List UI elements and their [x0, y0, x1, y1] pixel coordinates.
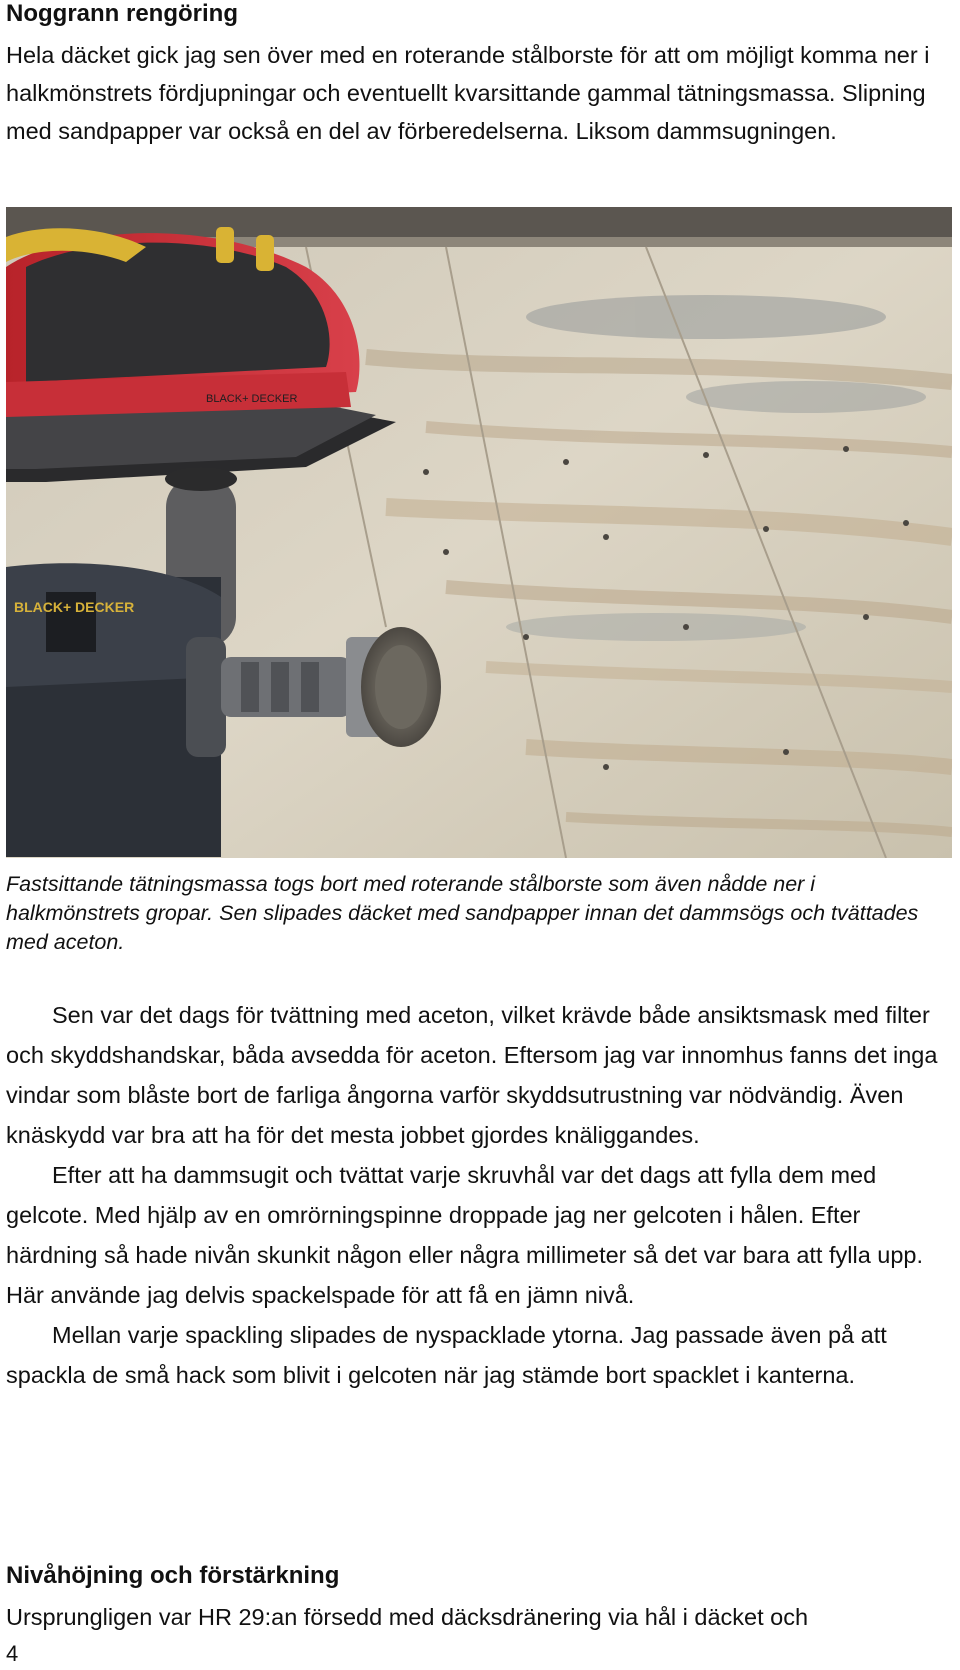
- section-heading-level-raising: Nivåhöjning och förstärkning: [6, 1562, 340, 1589]
- deck-photo: [6, 207, 952, 858]
- figure-caption: Fastsittande tätningsmassa togs bort med roterande stålborste som även nådde ner i halkmönstrets gropar. Sen slipades däcket med sandpapper innan det dammsögs och tvättades med aceton.: [6, 872, 919, 954]
- body-paragraph: Efter att ha dammsugit och tvättat varje skruvhål var det dags att fylla dem med gelcote. Med hjälp av en omrörningspinne droppade jag ner gelcoten i hålen. Efter härdning så hade nivån skunkit någon eller några millimeter så det var bara att fylla upp. Här använde jag delvis spackelspade för att få en jämn nivå.: [6, 1162, 924, 1308]
- body-text: [6, 995, 946, 1395]
- body-paragraph: Sen var det dags för tvättning med aceton, vilket krävde både ansiktsmask med filter och skyddshandskar, båda avsedda för aceton. Eftersom jag var innomhus fanns det inga vindar som blåste bort de farliga ångorna varför skyddsutrustning var nödvändig. Även knäskydd var bra att ha för det mesta jobbet gjordes knäliggandes.: [6, 1002, 938, 1148]
- section-heading-cleaning: Noggrann rengöring: [6, 0, 238, 27]
- sander-brand: BLACK+ DECKER: [206, 393, 298, 405]
- intro-paragraph: Hela däcket gick jag sen över med en roterande stålborste för att om möjligt komma ner i halkmönstrets fördjupningar och eventuellt kvarsittande gammal tätningsmassa. Slipning med sandpapper var också en del av förberedelserna. Liksom dammsugningen.: [6, 42, 930, 144]
- section2-first-line: Ursprungligen var HR 29:an försedd med däcksdränering via hål i däcket och: [6, 1604, 809, 1630]
- drill-brand: BLACK+ DECKER: [14, 599, 135, 615]
- page-number: 4: [6, 1641, 19, 1666]
- body-paragraph: Mellan varje spackling slipades de nyspacklade ytorna. Jag passade även på att spackla de små hack som blivit i gelcoten när jag stämde bort spacklet i kanterna.: [6, 1322, 887, 1388]
